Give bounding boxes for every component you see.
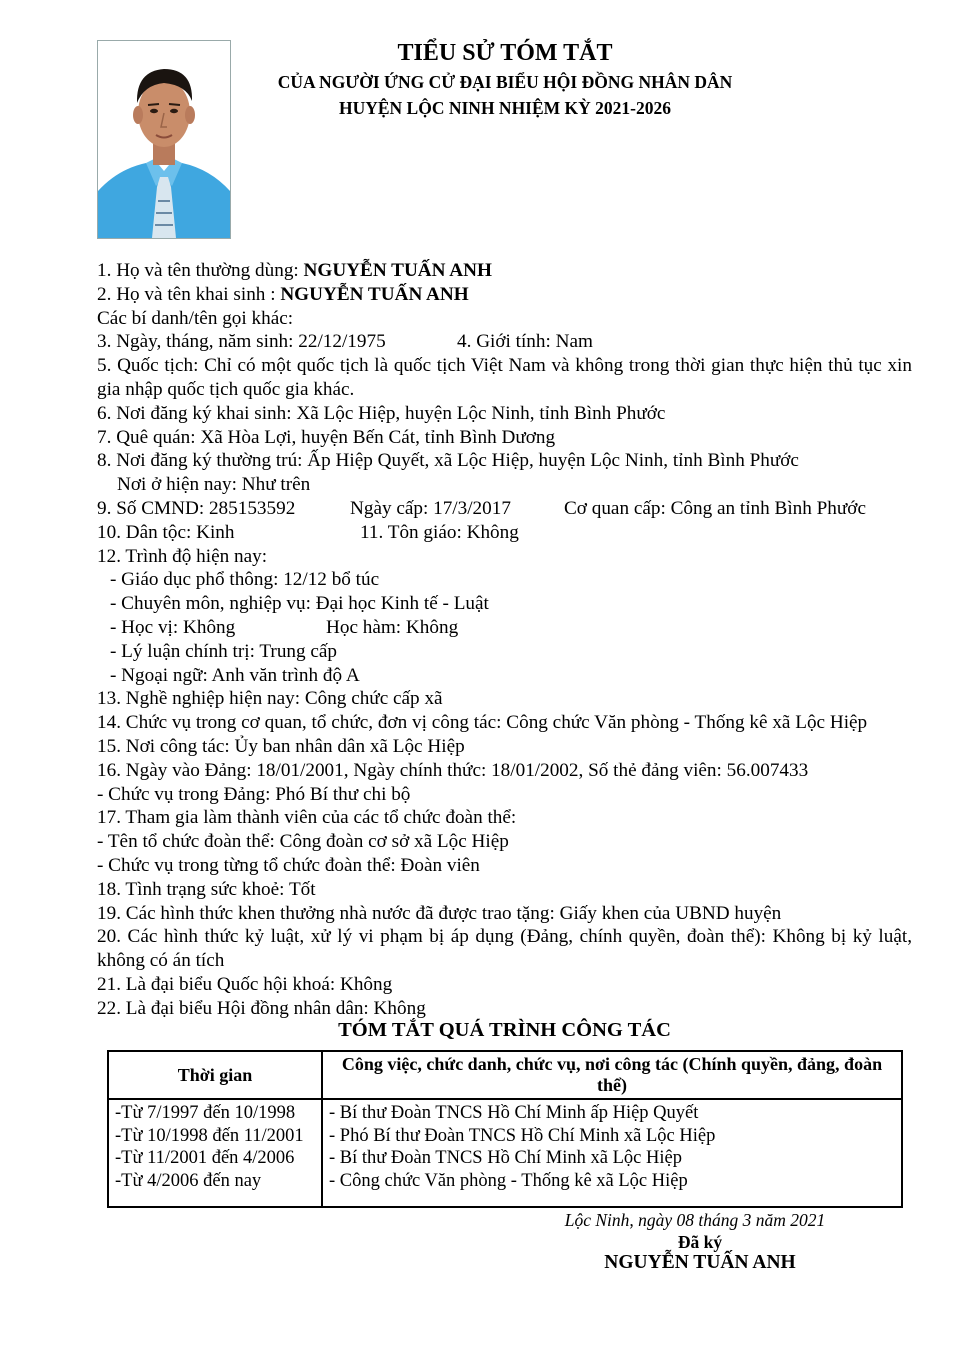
job-entry: - Công chức Văn phòng - Thống kê xã Lộc Hiệp <box>329 1170 688 1191</box>
bio-specialization: - Chuyên môn, nghiệp vụ: Đại học Kinh tế - Luật <box>110 593 489 615</box>
document-title: TIỂU SỬ TÓM TẮT <box>397 40 613 66</box>
bio-birth-name: 2. Họ và tên khai sinh : NGUYỄN TUẤN ANH <box>97 283 469 305</box>
time-entry: -Từ 11/2001 đến 4/2006 <box>115 1148 295 1168</box>
bio-ethnicity: 10. Dân tộc: Kinh <box>97 521 235 543</box>
portrait-photo <box>97 40 231 239</box>
bio-health: 18. Tình trạng sức khoẻ: Tốt <box>97 878 316 900</box>
time-entry: -Từ 4/2006 đến nay <box>115 1170 262 1191</box>
document-subtitle: CỦA NGƯỜI ỨNG CỬ ĐẠI BIỂU HỘI ĐỒNG NHÂN DÂN <box>277 72 733 92</box>
common-name-value: NGUYỄN TUẤN ANH <box>303 260 492 281</box>
bio-current-residence: Nơi ở hiện nay: Như trên <box>117 474 311 496</box>
work-history-table <box>107 1050 903 1208</box>
time-entry: -Từ 10/1998 đến 11/2001 <box>115 1125 304 1146</box>
bio-aliases: Các bí danh/tên gọi khác: <box>97 307 294 329</box>
bio-general-education: - Giáo dục phổ thông: 12/12 bổ túc <box>110 569 380 591</box>
portrait-image <box>98 41 230 238</box>
bio-nationality: 5. Quốc tịch: Chỉ có một quốc tịch là quốc tịch Việt Nam và không trong thời gian thực hiện thủ tục xin gia nhập quốc tịch quốc gia khác. <box>97 355 912 400</box>
job-cell <box>322 1099 902 1207</box>
job-entry: - Phó Bí thư Đoàn TNCS Hồ Chí Minh xã Lộc Hiệp <box>329 1125 716 1146</box>
time-cell <box>108 1099 322 1207</box>
birth-name-value: NGUYỄN TUẤN ANH <box>280 283 469 305</box>
bio-birth-registration: 6. Nơi đăng ký khai sinh: Xã Lộc Hiệp, huyện Lộc Ninh, tỉnh Bình Phước <box>97 402 666 424</box>
bio-organization-name: - Tên tổ chức đoàn thể: Công đoàn cơ sở xã Lộc Hiệp <box>97 831 509 853</box>
bio-party-position: - Chức vụ trong Đảng: Phó Bí thư chi bộ <box>97 783 411 805</box>
job-entry: - Bí thư Đoàn TNCS Hồ Chí Minh ấp Hiệp Quyết <box>329 1103 699 1123</box>
bio-organization-role: - Chức vụ trong từng tổ chức đoàn thể: Đoàn viên <box>97 854 480 876</box>
table-header-row <box>108 1051 902 1099</box>
id-issuer: Cơ quan cấp: Công an tỉnh Bình Phước <box>564 497 866 519</box>
col-header-time: Thời gian <box>108 1051 322 1099</box>
table-row <box>108 1099 902 1207</box>
bio-id-card <box>97 497 912 521</box>
bio-position: 14. Chức vụ trong cơ quan, tổ chức, đơn vị công tác: Công chức Văn phòng - Thống kê xã Lộc Hiệp <box>97 712 868 734</box>
bio-awards: 19. Các hình thức khen thưởng nhà nước đã được trao tặng: Giấy khen của UBND huyện <box>97 902 782 924</box>
document-subtitle-term: HUYỆN LỘC NINH NHIỆM KỲ 2021-2026 <box>338 98 672 118</box>
bio-gender: 4. Giới tính: Nam <box>457 331 593 353</box>
col-header-job: Công việc, chức danh, chức vụ, nơi công tác (Chính quyền, đảng, đoàn thể) <box>322 1051 902 1099</box>
id-number: 9. Số CMND: 285153592 <box>97 497 296 519</box>
work-history-title: TÓM TẮT QUÁ TRÌNH CÔNG TÁC <box>338 1019 671 1041</box>
signed-label: Đã ký <box>677 1232 723 1252</box>
bio-academic-title: Học hàm: Không <box>326 616 459 638</box>
bio-permanent-residence: 8. Nơi đăng ký thường trú: Ấp Hiệp Quyết, xã Lộc Hiệp, huyện Lộc Ninh, tỉnh Bình Phước <box>97 450 799 472</box>
bio-occupation: 13. Nghề nghiệp hiện nay: Công chức cấp xã <box>97 688 443 710</box>
bio-workplace: 15. Nơi công tác: Ủy ban nhân dân xã Lộc Hiệp <box>97 735 465 757</box>
signer-name: NGUYỄN TUẤN ANH <box>604 1252 796 1273</box>
bio-common-name: 1. Họ và tên thường dùng: NGUYỄN TUẤN ANH <box>97 260 492 281</box>
bio-religion: 11. Tôn giáo: Không <box>360 521 519 543</box>
bio-degree: - Học vị: Không <box>110 616 236 638</box>
bio-ethnicity-religion <box>97 521 912 545</box>
bio-peoples-council: 22. Là đại biểu Hội đồng nhân dân: Không <box>97 997 426 1019</box>
bio-discipline: 20. Các hình thức kỷ luật, xử lý vi phạm bị áp dụng (Đảng, chính quyền, đoàn thể): Không bị kỷ luật, không có án tích <box>97 926 912 972</box>
biography-section <box>97 259 912 1021</box>
bio-birthdate: 3. Ngày, tháng, năm sinh: 22/12/1975 <box>97 331 386 353</box>
bio-education-heading: 12. Trình độ hiện nay: <box>97 545 268 567</box>
id-issue-date: Ngày cấp: 17/3/2017 <box>350 497 511 519</box>
bio-degree-title <box>97 616 912 640</box>
bio-hometown: 7. Quê quán: Xã Hòa Lợi, huyện Bến Cát, tỉnh Bình Dương <box>97 426 556 448</box>
bio-birthdate-gender <box>97 330 912 354</box>
bio-national-assembly: 21. Là đại biểu Quốc hội khoá: Không <box>97 973 393 995</box>
job-entry: - Bí thư Đoàn TNCS Hồ Chí Minh xã Lộc Hiệp <box>329 1148 682 1168</box>
bio-political-theory: - Lý luận chính trị: Trung cấp <box>110 640 338 662</box>
bio-organizations-heading: 17. Tham gia làm thành viên của các tổ chức đoàn thể: <box>97 807 517 829</box>
time-entry: -Từ 7/1997 đến 10/1998 <box>115 1103 296 1123</box>
bio-foreign-language: - Ngoại ngữ: Anh văn trình độ A <box>110 664 360 686</box>
bio-party-membership: 16. Ngày vào Đảng: 18/01/2001, Ngày chính thức: 18/01/2002, Số thẻ đảng viên: 56.007433 <box>97 759 809 781</box>
signature-date: Lộc Ninh, ngày 08 tháng 3 năm 2021 <box>564 1210 826 1230</box>
